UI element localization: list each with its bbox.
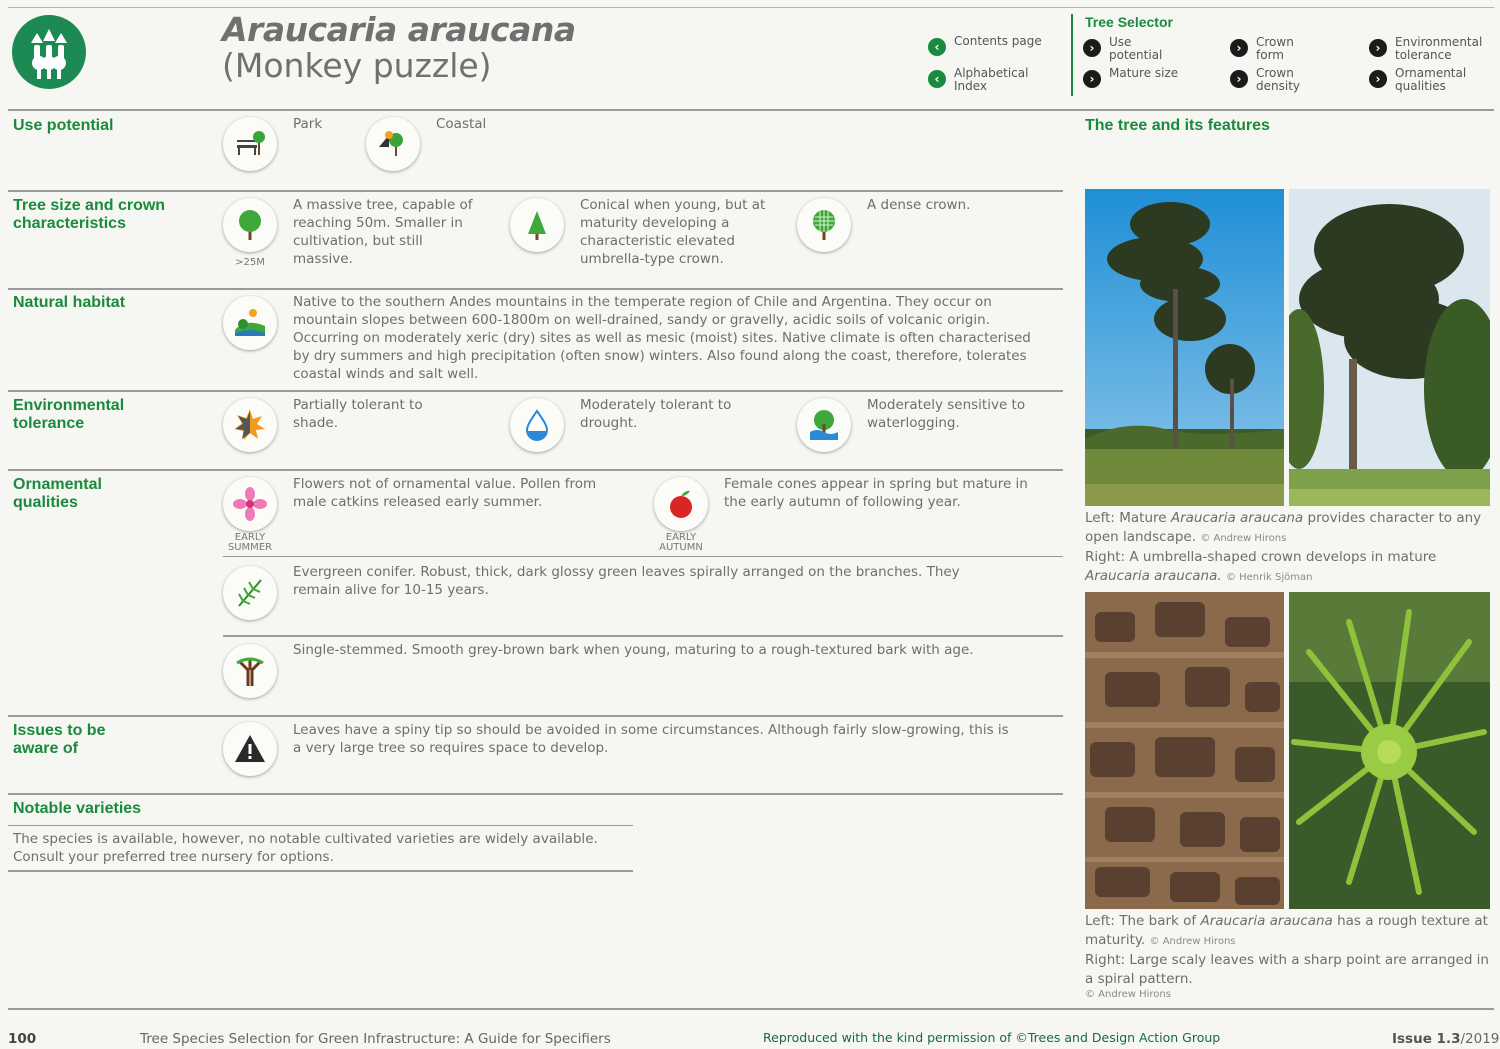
chevron-left-icon: ‹ [928,38,946,56]
environment-heading: Environmental tolerance [13,397,125,432]
varieties-heading: Notable varieties [13,800,142,817]
issue-bold: Issue 1.3 [1392,1031,1461,1047]
nav-label: Alphabetical Index [954,66,1029,93]
selector-label: Mature size [1109,66,1179,80]
sub-rule [223,556,1063,557]
selector-ornamental-qualities[interactable] [1369,67,1495,93]
chevron-right-icon: › [1083,39,1101,57]
selector-use-potential[interactable] [1083,36,1179,62]
selector-crown-form[interactable] [1230,36,1312,62]
drought-text: Moderately tolerant to drought. [580,397,732,431]
photo-credit: © Andrew Hirons [1200,533,1287,544]
use-potential-heading: Use potential [13,117,114,134]
photo-spiral-leaves [1289,592,1490,909]
water-drop-icon [510,398,564,452]
waterlogging-icon [797,398,851,452]
sub-rule [223,635,1063,637]
photo-credit: © Henrik Sjöman [1225,572,1313,583]
photo-umbrella-crown [1289,189,1490,506]
selector-label: Environmental tolerance [1395,35,1483,62]
guide-title: Tree Species Selection for Green Infrastructure: A Guide for Specifiers [140,1031,611,1047]
caption-italic: Araucaria araucana [1170,510,1304,526]
size-label: >25M [235,257,265,268]
selector-label: Crown form [1256,35,1294,62]
section-rule [8,190,1063,192]
issue-number [1392,1031,1499,1047]
flower-season: EARLY SUMMER [227,532,273,553]
caption-text: Right: Large scaly leaves with a sharp point are arranged in a spiral pattern. [1085,952,1489,987]
tree-size-heading: Tree size and crown characteristics [13,197,166,232]
caption-italic: Araucaria araucana. [1085,568,1222,584]
selector-environmental-tolerance[interactable] [1369,36,1495,62]
coastal-icon [366,117,420,171]
nav-label: Contents page [954,34,1042,48]
issues-text: Leaves have a spiny tip so should be avoided in some circumstances. Although fairly slow-growing, this is a very large tree so requires space to develop. [293,722,1009,756]
section-rule [8,469,1063,471]
varieties-rule [8,825,633,826]
selector-label: Ornamental qualities [1395,66,1467,93]
top-rule [8,7,1494,8]
crown-form-text: Conical when young, but at maturity developing a characteristic elevated umbrella-type crown. [580,197,766,267]
varieties-text: The species is available, however, no notable cultivated varieties are widely available. Consult your preferred tree nursery for options. [13,831,598,865]
selector-divider [1071,14,1073,96]
photo-mature-tree [1085,189,1284,506]
dense-crown-icon [797,198,851,252]
issues-heading: Issues to be aware of [13,722,106,757]
waterlogging-text: Moderately sensitive to waterlogging. [867,397,1026,431]
habitat-text: Native to the southern Andes mountains in the temperate region of Chile and Argentina. They occur on mountain slopes between 600-1800m on well-drained, sandy or gravelly, acidic soils of volcanic origin. Occurring on moderately xeric (dry) sites as well as mesic (moist) sites. Native climate is often characterised by dry summers and high precipitation (often snow) winters. Also found along the coast, therefore, tolerates coastal winds and salt well. [293,294,1031,382]
caption-text: provides character to any open landscape. [1085,510,1482,545]
chevron-right-icon: › [1083,70,1101,88]
trees-logo-icon [12,15,86,89]
varieties-rule [8,870,633,872]
caption-1-right [1085,548,1490,587]
selector-crown-density[interactable] [1230,67,1312,93]
chevron-left-icon: ‹ [928,70,946,88]
caption-text: Left: The bark of [1085,913,1201,929]
common-name: (Monkey puzzle) [222,46,492,85]
warning-icon [223,722,277,776]
conical-tree-icon [510,198,564,252]
shade-leaf-icon [223,398,277,452]
bark-stem-icon [223,644,277,698]
chevron-right-icon: › [1369,70,1387,88]
permission-note: Reproduced with the kind permission of ©Trees and Design Action Group [763,1030,1221,1045]
leaf-icon [223,566,277,620]
leaf-text: Evergreen conifer. Robust, thick, dark glossy green leaves spirally arranged on the branches. They remain alive for 10-15 years. [293,564,960,598]
landscape-icon [223,296,277,350]
footer-rule [8,1008,1494,1010]
page-number: 100 [8,1031,37,1047]
photo-bark [1085,592,1284,909]
caption-text: has a rough texture at maturity. [1085,913,1488,948]
header-rule [8,109,1494,111]
coastal-label: Coastal [436,116,487,132]
section-rule [8,288,1063,290]
photo-credit: © Andrew Hirons [1085,989,1171,1000]
park-bench-icon [223,117,277,171]
section-rule [8,793,1063,795]
size-text: A massive tree, capable of reaching 50m. Smaller in cultivation, but still massive. [293,197,473,267]
nav-contents-page[interactable] [928,35,1044,56]
caption-1-left [1085,509,1490,548]
flower-icon [223,477,277,531]
chevron-right-icon: › [1230,70,1248,88]
crown-density-text: A dense crown. [867,197,971,213]
caption-2-left [1085,912,1490,951]
selector-label: Crown density [1256,66,1300,93]
chevron-right-icon: › [1369,39,1387,57]
selector-label: Use potential [1109,35,1163,62]
shade-text: Partially tolerant to shade. [293,397,423,431]
caption-text: Left: Mature [1085,510,1171,526]
section-rule [8,390,1063,392]
species-title: Araucaria araucana [222,10,576,49]
caption-text: Right: A umbrella-shaped crown develops in mature [1085,549,1437,565]
issue-year: /2019 [1460,1031,1500,1047]
fruit-season: EARLY AUTUMN [659,532,703,553]
round-tree-icon [223,198,277,252]
selector-mature-size[interactable] [1083,67,1179,88]
fruit-icon [654,477,708,531]
fruit-text: Female cones appear in spring but mature in the early autumn of following year. [724,476,1028,510]
caption-2-right [1085,951,1490,989]
caption-italic: Araucaria araucana [1200,913,1333,929]
features-heading: The tree and its features [1085,117,1270,134]
nav-alphabetical-index[interactable] [928,67,1044,93]
bark-text: Single-stemmed. Smooth grey-brown bark when young, maturing to a rough-textured bark with age. [293,642,974,658]
chevron-right-icon: › [1230,39,1248,57]
flower-text: Flowers not of ornamental value. Pollen from male catkins released early summer. [293,476,597,510]
park-label: Park [293,116,323,132]
ornamental-heading: Ornamental qualities [13,476,102,511]
photo-credit: © Andrew Hirons [1149,936,1236,947]
tree-selector-title: Tree Selector [1085,14,1173,30]
section-rule [8,715,1063,717]
habitat-heading: Natural habitat [13,294,126,311]
